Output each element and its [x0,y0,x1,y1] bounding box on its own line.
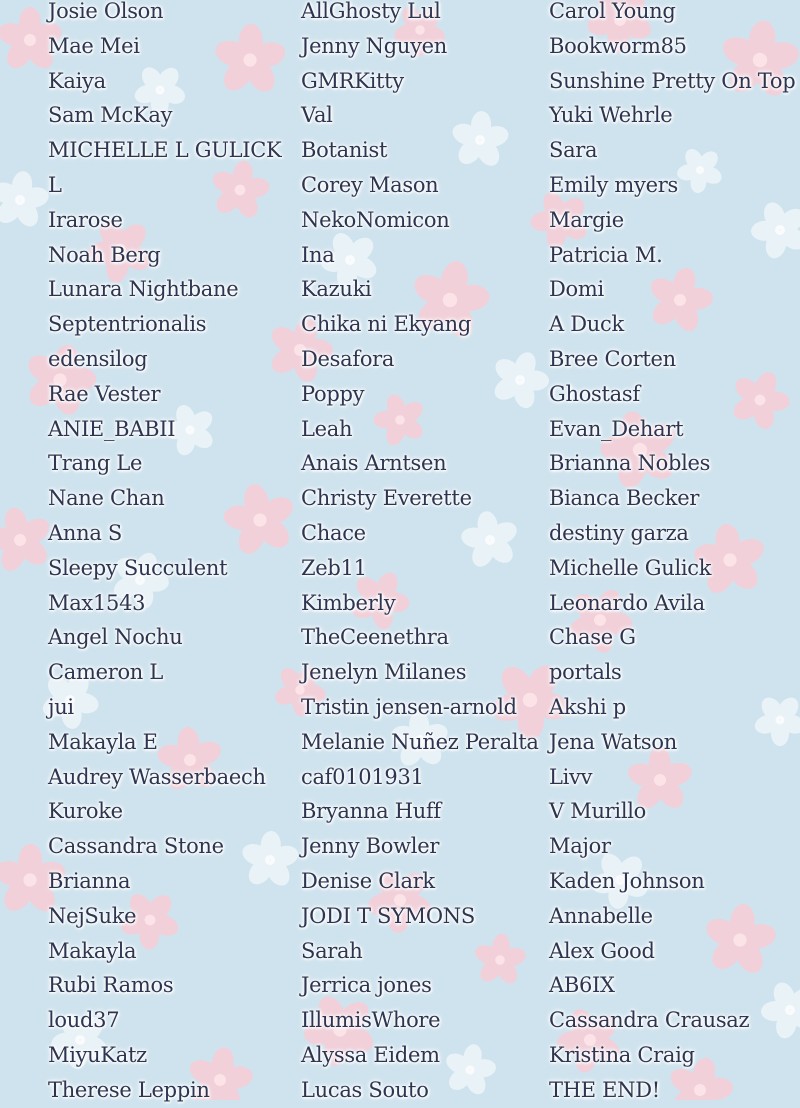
credit-name: Jenelyn Milanes [301,660,467,685]
credit-name: Alex Good [549,938,655,963]
credit-name: Josie Olson [48,0,164,23]
credit-name: Bryanna Huff [301,799,441,824]
credit-name: NejSuke [48,903,137,928]
credit-name: Therese Leppin [48,1077,210,1102]
credit-name: GMRKitty [301,68,404,93]
credit-name: Ina [301,242,335,267]
credit-name: Irarose [48,207,123,232]
credit-name: Kimberly [301,590,396,615]
credit-name: Noah Berg [48,242,161,267]
credit-name: Jenny Nguyen [301,33,447,58]
credit-name: Chika ni Ekyang [301,312,472,337]
credit-name: Val [301,103,333,128]
credit-name: IllumisWhore [301,1008,441,1033]
credit-name: Mae Mei [48,33,140,58]
credit-name: Kaiya [48,68,106,93]
credit-name: portals [549,660,622,685]
credit-name: Christy Everette [301,486,472,511]
credit-name: Brianna Nobles [549,451,711,476]
credit-name: Angel Nochu [48,625,183,650]
credit-name: Audrey Wasserbaech [48,764,266,789]
credit-name: Kazuki [301,277,372,302]
credit-name: Tristin jensen-arnold [301,694,517,719]
credit-name: Major [549,834,611,859]
credit-name: Brianna [48,868,131,893]
credit-name: Akshi p [549,694,626,719]
credit-name: caf0101931 [301,764,424,789]
credit-name: Evan_Dehart [549,416,684,441]
credit-name: Ghostasf [549,381,640,406]
credit-name: A Duck [549,312,624,337]
credit-name: Trang Le [48,451,143,476]
credit-name: Chase G [549,625,636,650]
credit-name: Anais Arntsen [301,451,447,476]
credit-name: AllGhosty Lul [301,0,441,23]
credit-name: Kuroke [48,799,123,824]
credit-name: Margie [549,207,624,232]
credit-name: Septentrionalis [48,312,207,337]
credit-name: Jenny Bowler [301,834,440,859]
credit-name: Rubi Ramos [48,973,174,998]
credit-name: Domi [549,277,604,302]
credit-name: Poppy [301,381,365,406]
credit-name: Sara [549,138,598,163]
credit-name: Kristina Craig [549,1042,695,1067]
credit-name: Max1543 [48,590,146,615]
credit-name: Makayla [48,938,137,963]
credit-name: Sunshine Pretty On Top [549,68,796,93]
credit-name: Zeb11 [301,555,367,580]
credit-name: Leonardo Avila [549,590,705,615]
credit-name: edensilog [48,346,148,371]
credit-name: THE END! [549,1077,660,1102]
credits-column-3 [549,0,795,1108]
credit-name: destiny garza [549,520,689,545]
credit-name: Cassandra Stone [48,834,224,859]
credit-name: Corey Mason [301,172,439,197]
credit-name: Cassandra Crausaz [549,1008,750,1033]
credit-name: MICHELLE L GULICK [48,138,282,163]
credit-name: V Murillo [549,799,646,824]
credit-name: Patricia M. [549,242,663,267]
credit-name: Livv [549,764,593,789]
credit-name: Alyssa Eidem [301,1042,440,1067]
credit-name: Annabelle [549,903,653,928]
credit-name: L [48,172,62,197]
credit-name: Rae Vester [48,381,161,406]
credit-name: Michelle Gulick [549,555,712,580]
credit-name: JODI T SYMONS [301,903,475,928]
credit-name: Denise Clark [301,868,435,893]
credit-name: Bianca Becker [549,486,700,511]
credit-name: Leah [301,416,353,441]
credit-name: Carol Young [549,0,676,23]
credit-name: Jerrica jones [301,973,432,998]
credit-name: ANIE_BABII [48,416,176,441]
credit-name: Sam McKay [48,103,173,128]
credit-name: Lucas Souto [301,1077,429,1102]
credit-name: Jena Watson [549,729,677,754]
credit-name: Bookworm85 [549,33,687,58]
credit-name: Kaden Johnson [549,868,705,893]
credit-name: Makayla E [48,729,158,754]
credit-name: Melanie Nuñez Peralta [301,729,539,754]
credits-column-2 [301,0,539,1108]
credit-name: Cameron L [48,660,164,685]
credit-name: Sarah [301,938,363,963]
credit-name: Yuki Wehrle [549,103,673,128]
credit-name: NekoNomicon [301,207,450,232]
credit-name: Sleepy Succulent [48,555,228,580]
credit-name: jui [48,694,74,719]
credit-name: MiyuKatz [48,1042,147,1067]
credit-name: Chace [301,520,366,545]
credit-name: Botanist [301,138,388,163]
credit-name: Emily myers [549,172,678,197]
credit-name: Bree Corten [549,346,676,371]
credit-name: loud37 [48,1008,120,1033]
credit-name: AB6IX [549,973,615,998]
credit-name: Desafora [301,346,395,371]
credit-name: TheCeenethra [301,625,449,650]
credit-name: Nane Chan [48,486,165,511]
credits-column-1 [48,0,281,1108]
credit-name: Lunara Nightbane [48,277,239,302]
credit-name: Anna S [48,520,122,545]
